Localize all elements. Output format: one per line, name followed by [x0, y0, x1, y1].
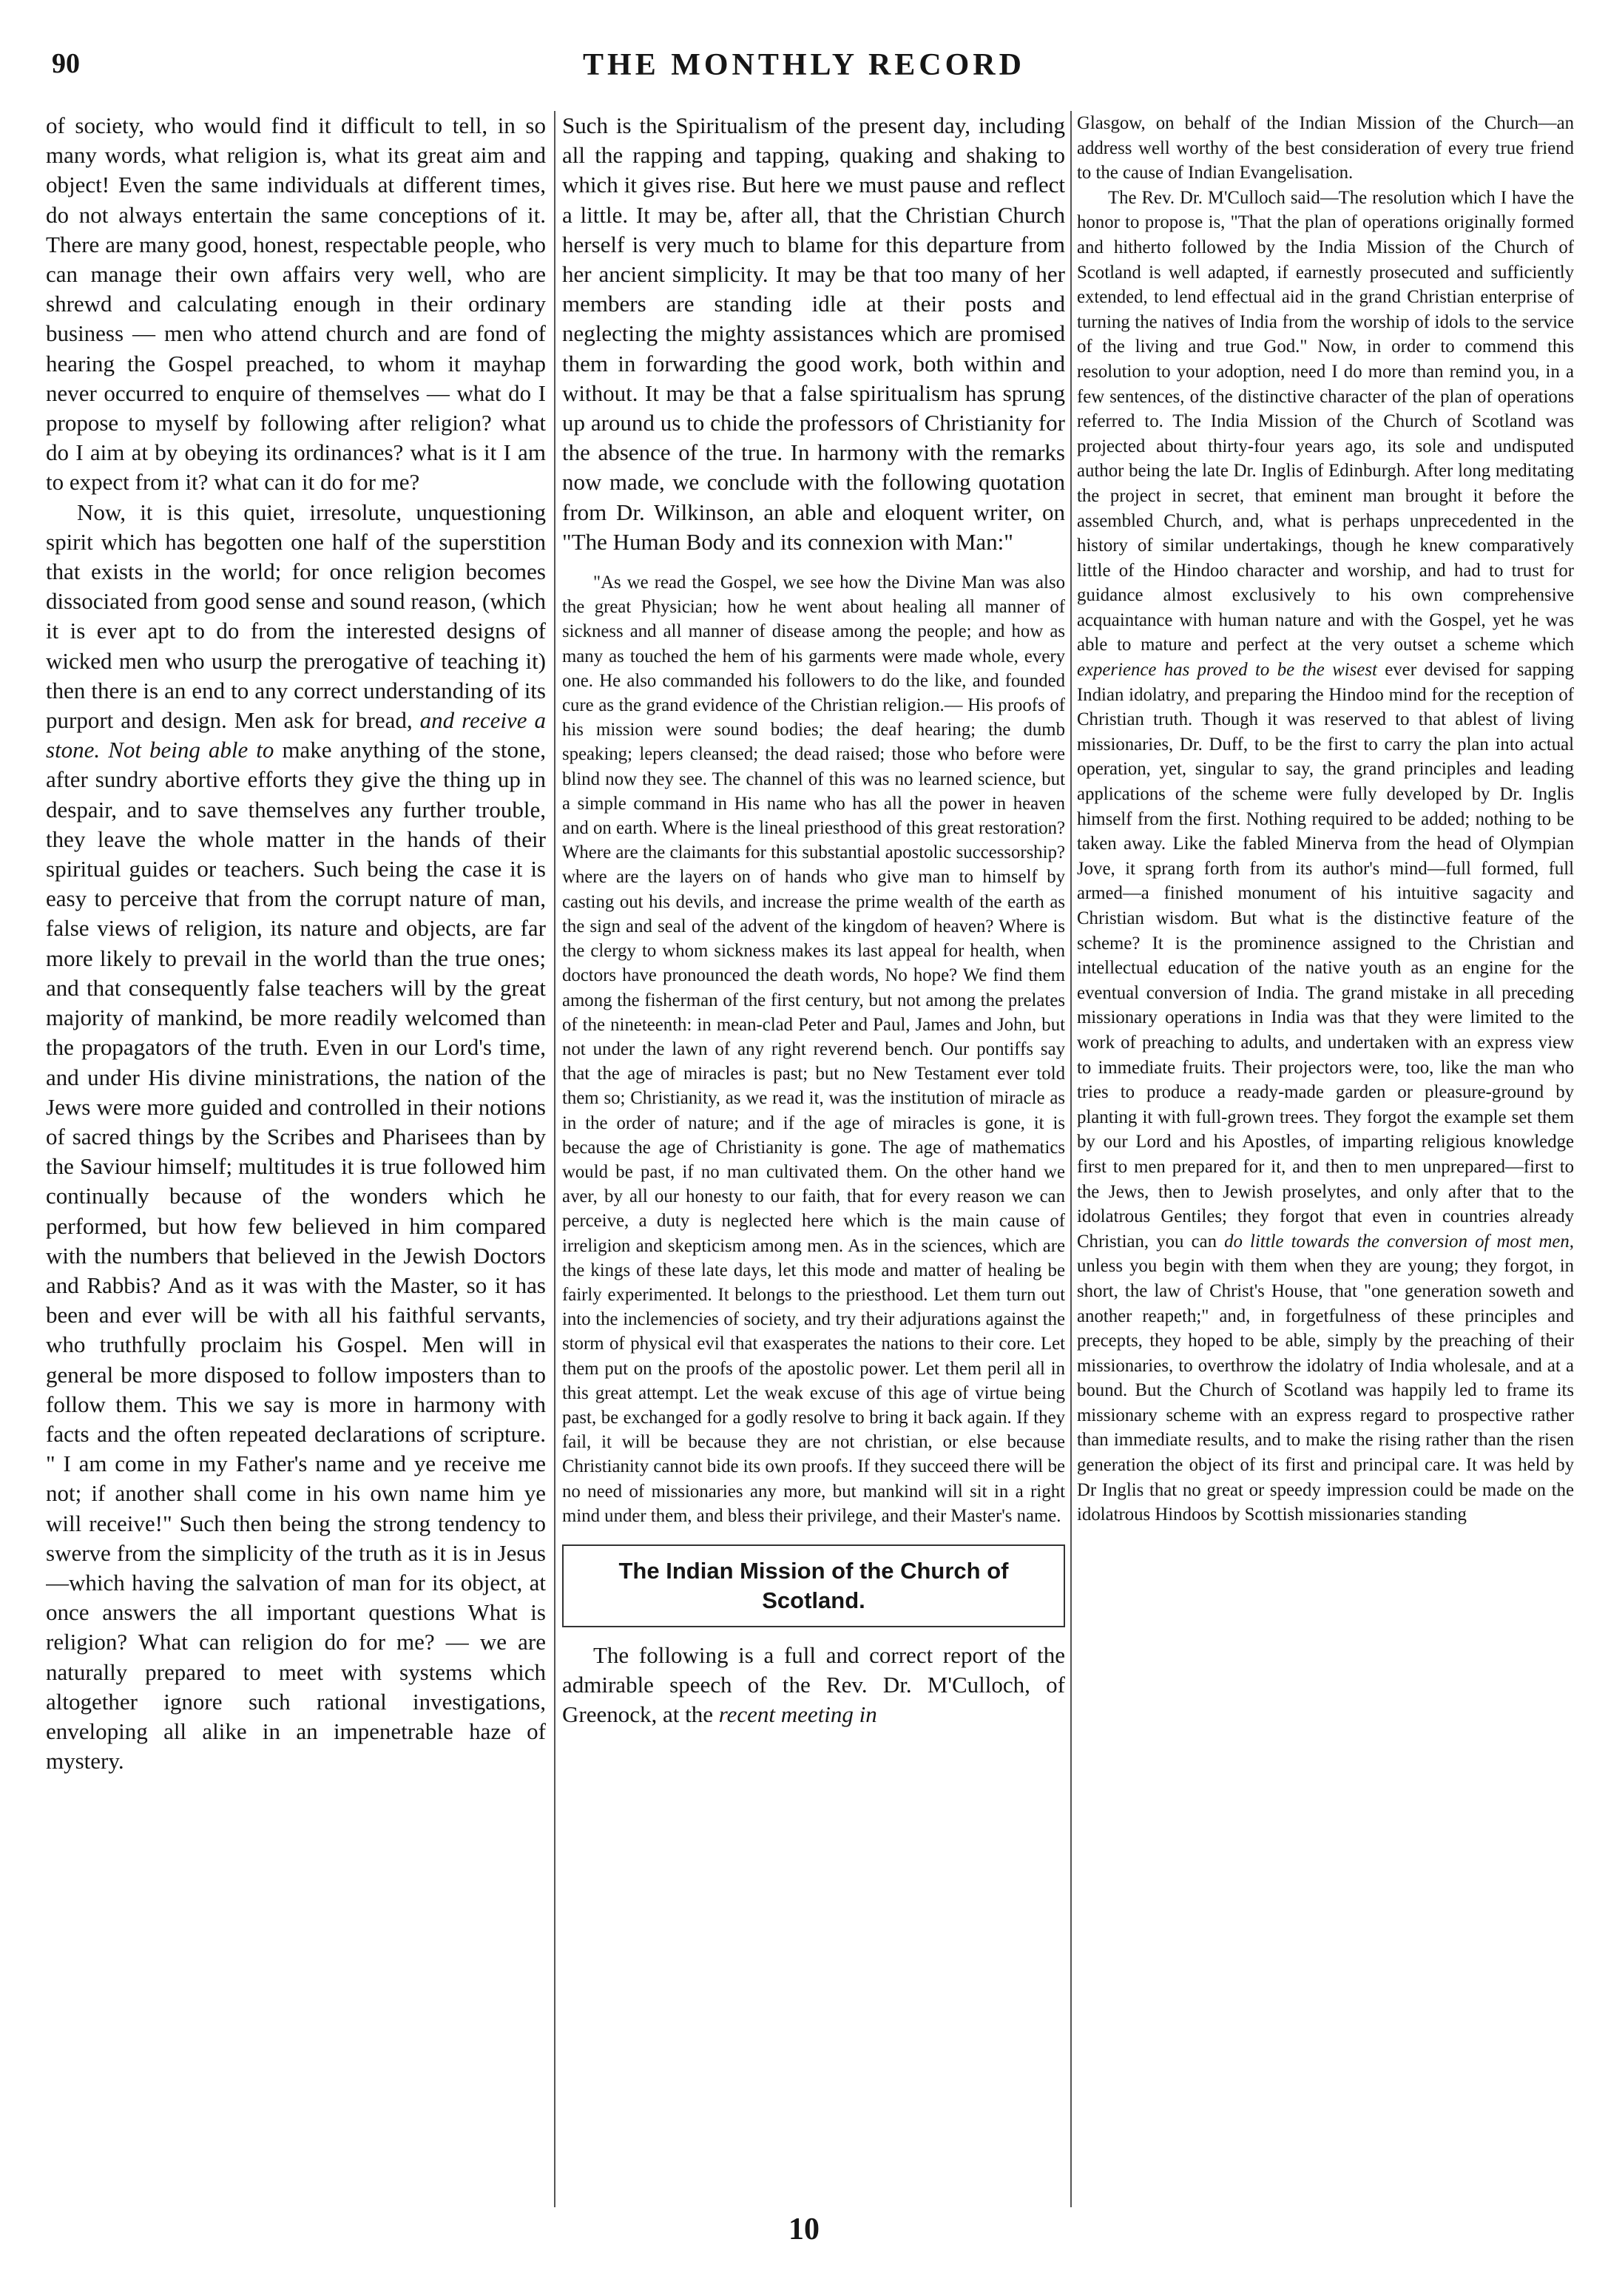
text-run: make anything of the stone, after sundry abortive efforts they give the thing up in despair, and to save themselves any further trouble, they leave the whole matter in the hands of their spiritual guides or teachers. Such being the case it is easy to perceive that from the corrupt nature of man, false views of religion, its nature and objects, are far more likely to prevail in the world than the true ones; and that consequently false teachers will by the great majority of mankind, be more readily welcomed than the propagators of the truth. Even in our Lord's time, and under His divine ministrations, the nation of the Jews were more guided and controlled in their notions of sacred things by the Scribes and Pharisees than by the Saviour himself; multitudes it is true followed him continually because of the wonders which he performed, but how few believed in him compared with the numbers that believed in the Jewish Doctors and Rabbis? And as it was with the Master, so it has been and ever will be with all his faithful servants, who truthfully proclaim his Gospel. Men will in general be more disposed to follow imposters than to follow them. This we say is more in harmony with facts and the often repeated declarations of scripture. " I am come in my Father's name and ye receive me not; if another shall come in his own name him ye will receive!" Such then being the strong tendency to swerve from the simplicity of the truth as it is in Jesus—which having the salvation of man for its object, at once answers the all important questions What is religion? What can religion do for me? — we are naturally prepared to meet with systems which altogether ignore such rational investigations, enveloping all alike in an impenetrable haze of mystery. — [46, 737, 546, 1775]
section-heading: The Indian Mission of the Church of Scotland. — [562, 1544, 1065, 1627]
signature-mark: 10 — [788, 2212, 820, 2246]
column-2 — [562, 111, 1065, 2207]
italic-run: recent meeting in — [718, 1701, 877, 1728]
running-title: THE MONTHLY RECORD — [583, 48, 1025, 82]
paragraph — [46, 498, 546, 1777]
paragraph: Such is the Spiritualism of the present day, including all the rapping and tapping, quaking and shaking to which it gives rise. But here we must pause and reflect a little. It may be, after all, that the Christian Church herself is very much to blame for this departure from her ancient simplicity. It may be that too many of her members are standing idle at their posts and neglecting the mighty assistances which are promised them in forwarding the good work, both within and without. It may be that a false spiritualism has sprung up around us to chide the professors of Christianity for the absence of the true. In harmony with the remarks now made, we conclude with the following quotation from Dr. Wilkinson, an able and eloquent writer, on "The Human Body and its connexion with Man:" — [562, 112, 1065, 555]
paragraph: Glasgow, on behalf of the Indian Mission of the Church—an address well worthy of the best consideration of every true friend to the cause of Indian Evangelisation. — [1077, 113, 1574, 183]
italic-run: do little towards the conversion of most men, — [1224, 1231, 1574, 1252]
text-run: ever devised for sapping Indian idolatry, and preparing the Hindoo mind for the reception of Christian truth. Though it was reserved to that ablest of living missionaries, Dr. Duff, to be the first to carry the plan into actual operation, yet, singular to say, the grand principles and leading applications of the scheme were fully developed by Dr. Inglis himself from the first. Nothing required to be added; nothing to be taken away. Like the fabled Minerva from the head of Olympian Jove, it sprang forth from its author's mind—full formed, full armed—a finished monument of his intuitive sagacity and Christian wisdom. But what is the distinctive feature of the scheme? It is the prominence assigned to the Christian and intellectual education of the native youth as an engine for the eventual conversion of India. The grand mistake in all preceding missionary operations in India was that they were limited to the work of preaching to adults, and undertaken with an express view to immediate fruits. Their projectors were, too, like the man who tries to produce a ready-made garden or pleasure-ground by planting it with full-grown trees. They forgot the example set them by our Lord and his Apostles, of imparting religious knowledge first to men prepared for it, and then to men unprepared—first to the Jews, then to Jewish proselytes, and only after that to the idolatrous Gentiles; they forgot that even in countries already Christian, you can — [1077, 660, 1574, 1252]
italic-run: experience has proved to be the wisest — [1077, 660, 1377, 681]
page-header — [44, 47, 1564, 99]
paragraph — [562, 1641, 1065, 1730]
block-quote: "As we read the Gospel, we see how the Divine Man was also the great Physician; how he went about healing all manner of sickness and all manner of disease among the people; and how as many as touched the hem of his garments were made whole, every one. He also commanded his followers to do the like, and founded cure as the grand evidence of the Christian religion.— His proofs of his mission were sound bodies; the deaf hearing; the dumb speaking; lepers cleansed; the dead raised; those who before were blind now they see. The channel of this was no learned science, but a simple command in His name who has all the power in heaven and on earth. Where is the lineal priesthood of this great restoration? Where are the claimants for this substantial apostolic successorship? where are the layers on of hands who give man to himself by casting out his devils, and increase the prime wealth of the earth as the sign and seal of the advent of the kingdom of heaven? Where is the clergy to whom sickness makes its last appeal for health, when doctors have pronounced the death words, No hope? We find them among the fisherman of the first century, but not among the prelates of the nineteenth: in mean-clad Peter and Paul, James and John, but not under the lawn of any right reverend bench. Our pontiffs say that the age of miracles is past; but no New Testament ever told them so; Christianity, as we read it, was the institution of miracle as in the order of nature; and if the age of miracles is gone, it is because the age of Christianity is gone. The age of mathematics would be past, if no man cultivated them. On the other hand we aver, by all our honesty to our faith, that for every reason we can perceive, a duty is neglected here which is the main cause of irreligion and skepticism among men. As in the sciences, which are the kings of these late days, let this mode and matter of healing be fairly experimented. It belongs to the priesthood. Let them turn out into the inclemencies of society, and try their adjurations against the storm of physical evil that exasperates the nations to their core. Let them put on the proofs of the apostolic power. Let them peril all in this great attempt. Let the weak excuse of this age of virtue being past, be exchanged for a godly resolve to bring it back again. If they fail, it will be because they are not christian, or else because Christianity cannot bide its own proofs. If they succeed there will be no need of missionaries any more, but mankind will sit in a right mind under them, and bless their privilege, and their Master's name. — [562, 573, 1065, 1526]
page-number: 90 — [52, 48, 80, 79]
column-3 — [1077, 111, 1574, 2207]
italic-run: and receive a stone. Not being able to — [46, 707, 546, 763]
text-run: Now, it is this quiet, irresolute, unquestioning spirit which has begotten one half of the superstition that exists in the world; for once religion becomes dissociated from good sense and sound reason, (which it is ever apt to do from the interested designs of wicked men who usurp the prerogative of teaching it) then there is an end to any correct understanding of its purport and design. Men ask for bread, — [46, 499, 546, 734]
text-run: unless you begin with them when they are young; they forgot, in short, the law of Christ's House, that "one generation soweth and another reapeth;" and, in forgetfulness of these principles and precepts, they hoped to be able, simply by the preaching of their missionaries, to overthrow the idolatry of India wholesale, and at a bound. But the Church of Scotland was happily led to frame its missionary scheme with an express regard to prospective rather than immediate results, and to make the rising rather than the risen generation the object of its first and principal care. It was held by Dr Inglis that no great or speedy impression could be made on the idolatrous Hindoos by Scottish missionaries standing — [1077, 1256, 1574, 1525]
column-rule-left — [554, 111, 555, 2207]
column-1 — [46, 111, 546, 2207]
paragraph — [1077, 186, 1574, 1527]
text-run: The Rev. Dr. M'Culloch said—The resolution which I have the honor to propose is, "That the plan of operations originally formed and hitherto followed by the India Mission of the Church of Scotland is well adapted, if earnestly prosecuted and sufficiently extended, to lend effectual aid in the grand Christian enterprise of turning the natives of India from the worship of idols to the service of the living and true God." Now, in order to commend this resolution to your adoption, need I do more than remind you, in a few sentences, of the distinctive character of the plan of operations referred to. The India Mission of the Church of Scotland was projected about thirty-four years ago, its sole and undisputed author being the late Dr. Inglis of Edinburgh. After long meditating the project in secret, that eminent man brought it before the assembled Church, and, what is perhaps unprecedented in the history of similar undertakings, though he knew comparatively little of the Hindoo character and worship, and had to trust for guidance almost exclusively to his own comprehensive acquaintance with human nature and with the Gospel, yet he was able to mature and perfect at the very outset a scheme which — [1077, 187, 1574, 655]
column-rule-right — [1070, 111, 1072, 2207]
text-run: The following is a full and correct report of the admirable speech of the Rev. Dr. M'Culloch, of Greenock, at the — [562, 1641, 1065, 1728]
paragraph: of society, who would find it difficult to tell, in so many words, what religion is, what its great aim and object! Even the same individuals at different times, do not always entertain the same conceptions of it. There are many good, honest, respectable people, who can manage their own affairs very well, who are shrewd and calculating enough in their ordinary business — men who attend church and are fond of hearing the Gospel preached, to whom it mayhap never occurred to enquire of themselves — what do I propose to myself by following after religion? what do I aim at by obeying its ordinances? what is it I am to expect from it? what can it do for me? — [46, 112, 546, 496]
